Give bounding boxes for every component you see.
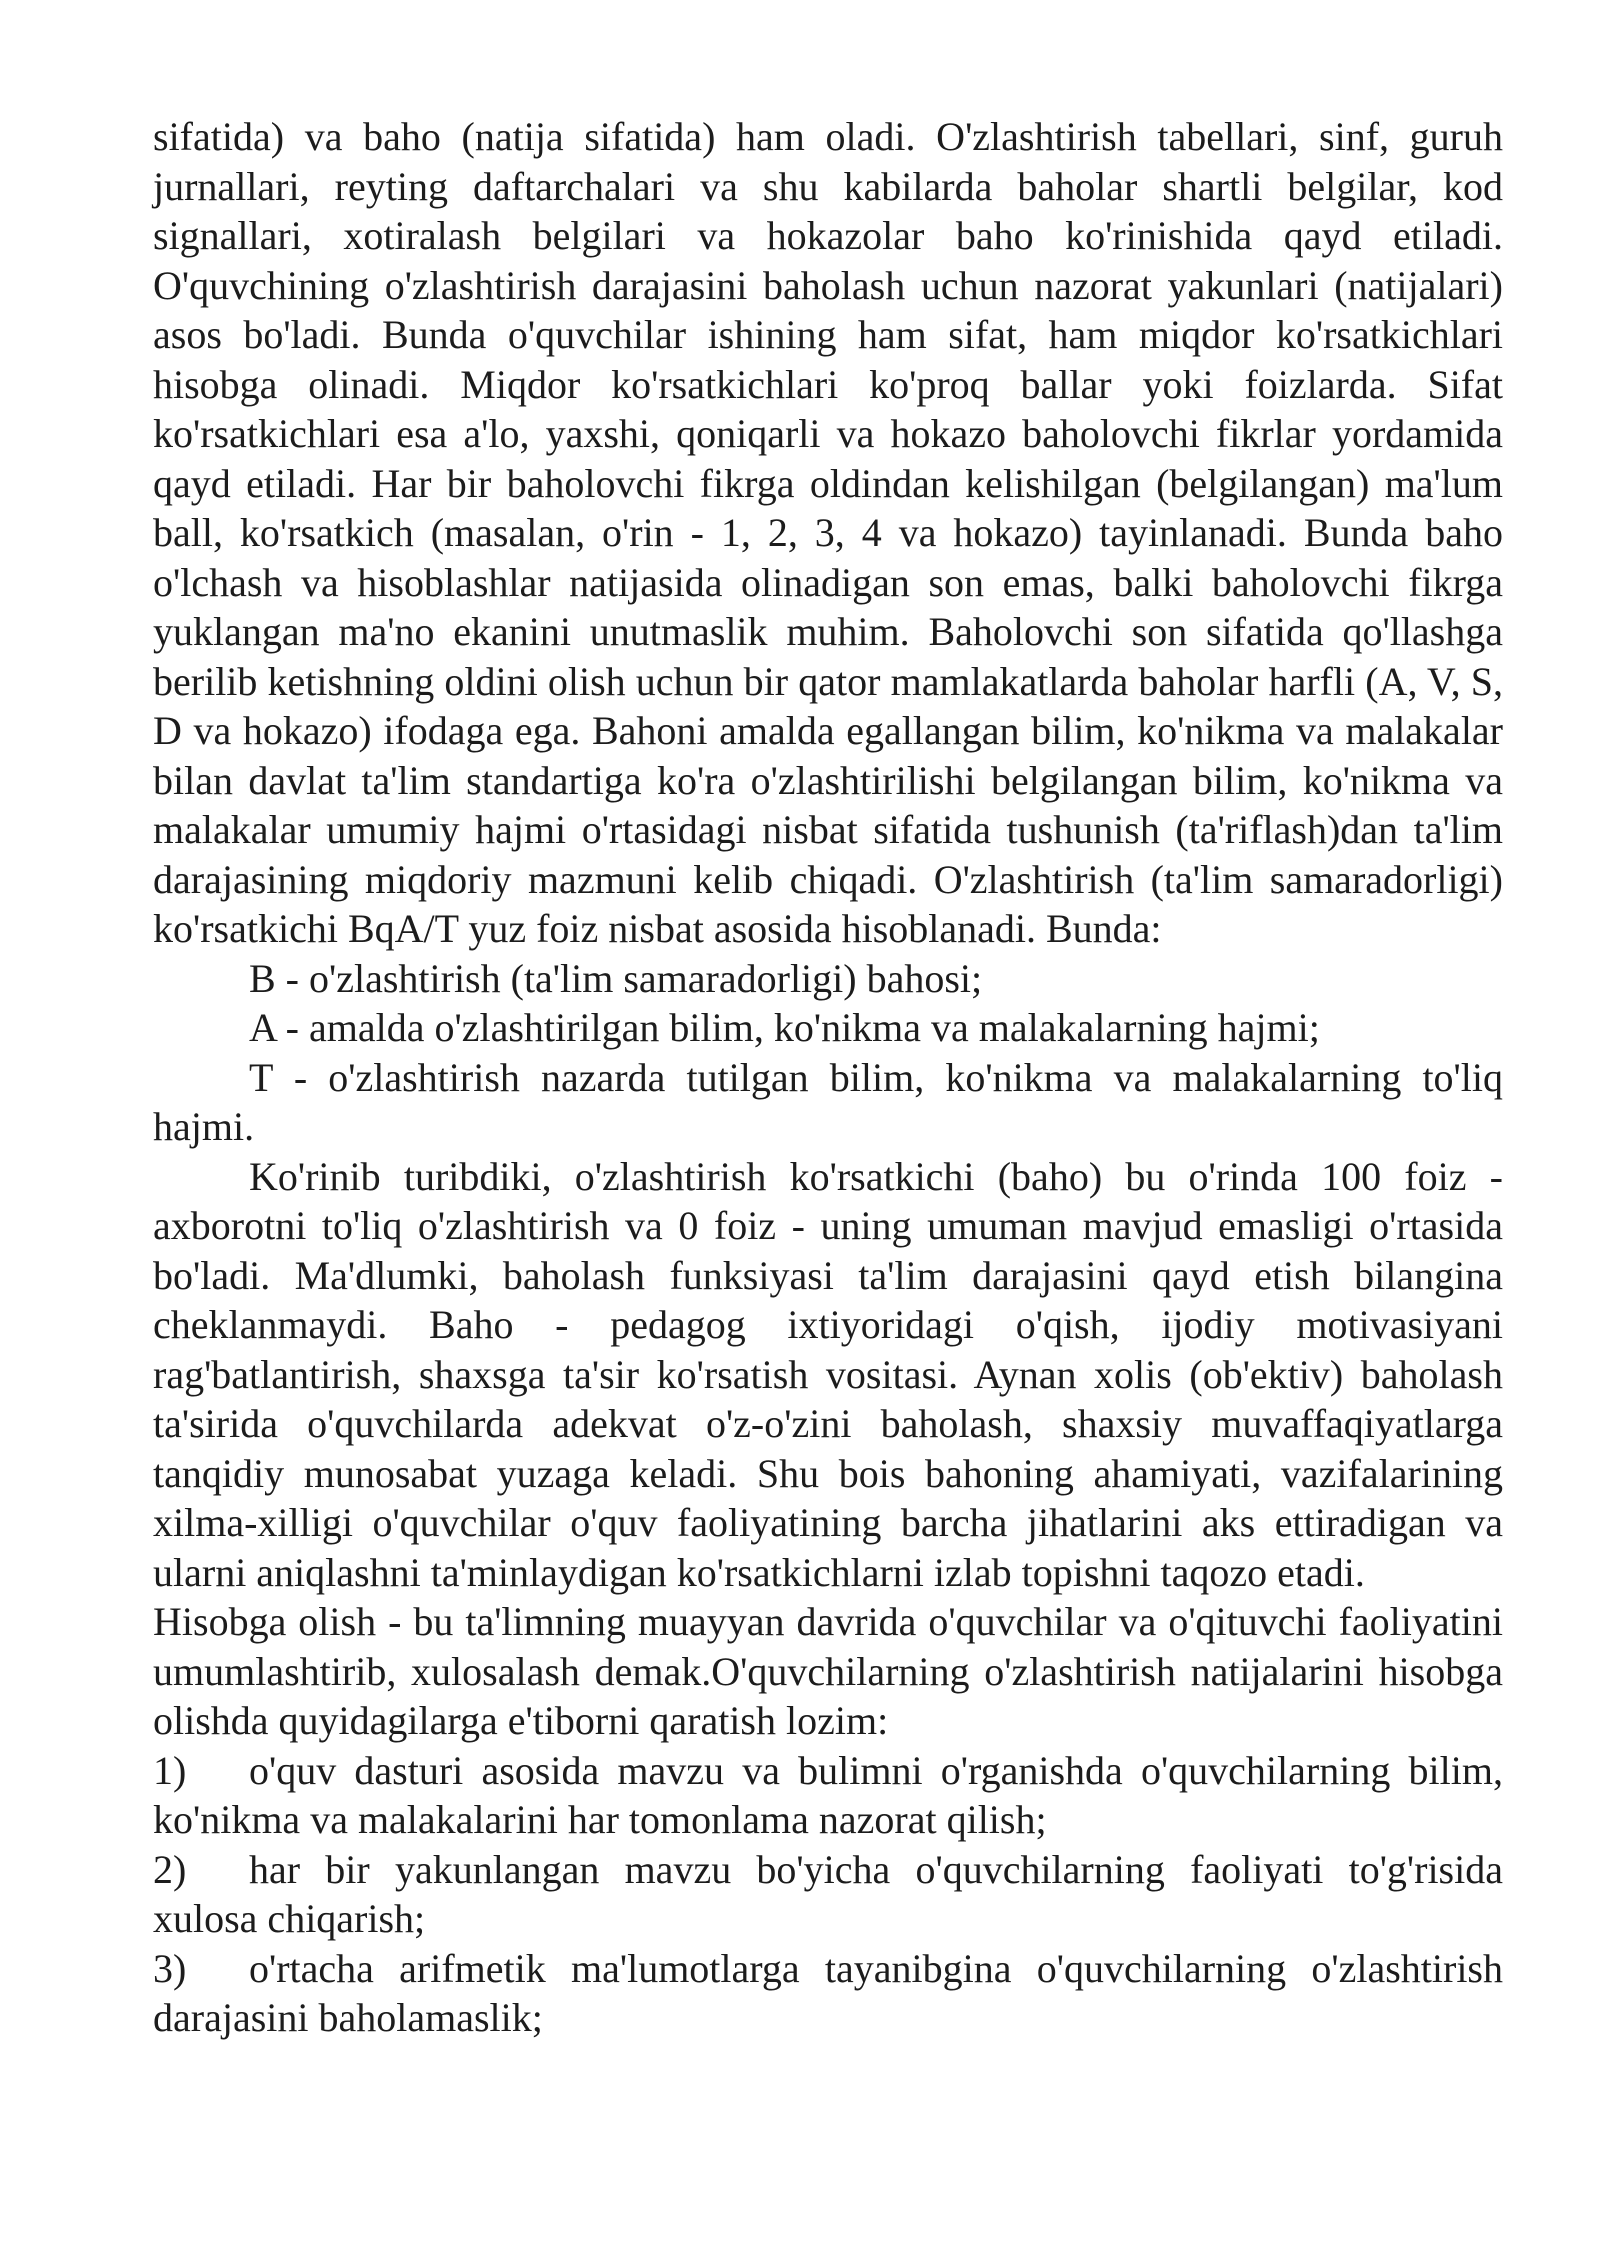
definition-a: A - amalda o'zlashtirilgan bilim, ko'nikma va malakalarning hajmi; [249,1005,1320,1050]
paragraph-assessment-intro: sifatida) va baho (natija sifatida) ham oladi. O'zlashtirish tabellari, sinf, guruh jurnallari, reyting daftarchalari va shu kabilarda baholar shartli belgilar, kod signallari, xotiralash belgilari va hokazolar baho ko'rinishida qayd etiladi. O'quvchining o'zlashtirish darajasini baholash uchun nazorat yakunlari (natijalari) asos bo'ladi. Bunda o'quvchilar ishining ham sifat, ham miqdor ko'rsatkichlari hisobga olinadi. Miqdor ko'rsatkichlari ko'proq ballar yoki foizlarda. Sifat ko'rsatkichlari esa a'lo, yaxshi, qoniqarli va hokazo baholovchi fikrlar yordamida qayd etiladi. Har bir baholovchi fikrga oldindan kelishilgan (belgilangan) ma'lum ball, ko'rsatkich (masalan, o'rin - 1, 2, 3, 4 va hokazo) tayinlanadi. Bunda baho o'lchash va hisoblashlar natijasida olinadigan son emas, balki baholovchi fikrga yuklangan ma'no ekanini unutmaslik muhim. Baholovchi son sifatida qo'llashga berilib ketishning oldini olish uchun bir qator mamlakatlarda baholar harfli (A, V, S, D va hokazo) ifodaga ega. Bahoni amalda egallangan bilim, ko'nikma va malakalar bilan davlat ta'lim standartiga ko'ra o'zlashtirilishi belgilangan bilim, ko'nikma va malakalar umumiy hajmi o'rtasidagi nisbat sifatida tushunish (ta'riflash)dan ta'lim darajasining miqdoriy mazmuni kelib chiqadi. O'zlashtirish (ta'lim samaradorligi) ko'rsatkichi BqA/T yuz foiz nisbat asosida hisoblanadi. Bunda: [153,114,1503,951]
definition-b: B - o'zlashtirish (ta'lim samaradorligi) bahosi; [249,955,983,1001]
list-item [153,1944,1503,2043]
list-item [153,1845,1503,1944]
list-item-number: 2) [153,1846,187,1892]
list-item-text: o'rtacha arifmetik ma'lumotlarga tayanibgina o'quvchilarning o'zlashtirish darajasini baholamaslik; [153,1945,1503,2040]
list-item-text: o'quv dasturi asosida mavzu va bulimni o'rganishda o'quvchilarning bilim, ko'nikma va malakalarini har tomonlama nazorat qilish; [153,1747,1503,1842]
paragraph-grade-function: Ko'rinib turibdiki, o'zlashtirish ko'rsatkichi (baho) bu o'rinda 100 foiz - axborotni to'liq o'zlashtirish va 0 foiz - uning umuman mavjud emasligi o'rtasida bo'ladi. Ma'dlumki, baholash funksiyasi ta'lim darajasini qayd etish bilangina cheklanmaydi. Baho - pedagog ixtiyoridagi o'qish, ijodiy motivasiyani rag'batlantirish, shaxsga ta'sir ko'rsatish vositasi. Aynan xolis (ob'ektiv) baholash ta'sirida o'quvchilarda adekvat o'z-o'zini baholash, shaxsiy muvaffaqiyatlarga tanqidiy munosabat yuzaga keladi. Shu bois bahoning ahamiyati, vazifalarining xilma-xilligi o'quvchilar o'quv faoliyatining barcha jihatlarini aks ettiradigan va ularni aniqlashni ta'minlaydigan ko'rsatkichlarni izlab topishni taqozo etadi. [153,1153,1503,1595]
paragraph-accounting: Hisobga olish - bu ta'limning muayyan davrida o'quvchilar va o'qituvchi faoliyatini umumlashtirib, xulosalash demak.O'quvchilarning o'zlashtirish natijalarini hisobga olishda quyidagilarga e'tiborni qaratish lozim: [153,1599,1503,1743]
list-item [153,1746,1503,1845]
definition-t: T - o'zlashtirish nazarda tutilgan bilim, ko'nikma va malakalarning to'liq hajmi. [153,1054,1503,1149]
list-item-text: har bir yakunlangan mavzu bo'yicha o'quvchilarning faoliyati to'g'risida xulosa chiqarish; [153,1846,1503,1941]
list-item-number: 3) [153,1945,187,1991]
list-item-number: 1) [153,1747,187,1793]
document-page [153,112,1503,2043]
